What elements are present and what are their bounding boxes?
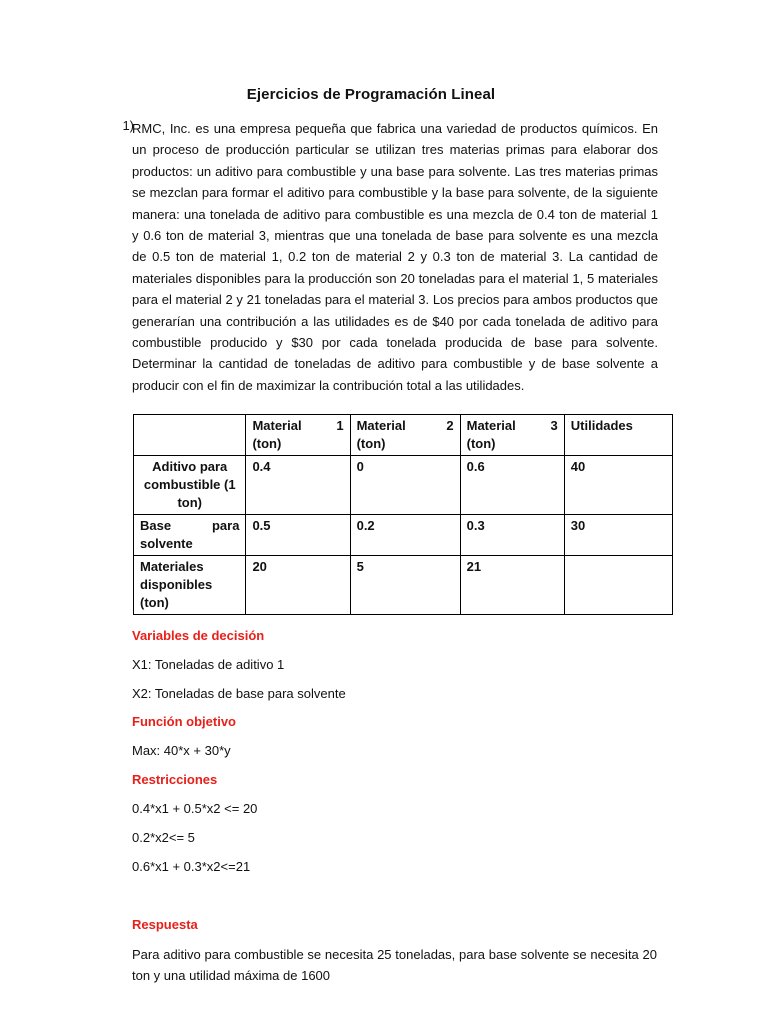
row-label-base bbox=[134, 515, 246, 556]
constraint-1: 0.4*x1 + 0.5*x2 <= 20 bbox=[132, 801, 258, 816]
table-cell bbox=[564, 556, 672, 615]
row-label-part: solvente bbox=[140, 536, 193, 551]
table-header-material-2 bbox=[350, 415, 460, 456]
constraint-2: 0.2*x2<= 5 bbox=[132, 830, 195, 845]
table-cell: 0.3 bbox=[460, 515, 564, 556]
variable-x2: X2: Toneladas de base para solvente bbox=[132, 686, 346, 701]
table-header-utilidades bbox=[564, 415, 672, 456]
header-label: Utilidades bbox=[570, 418, 633, 433]
document-title: Ejercicios de Programación Lineal bbox=[246, 86, 496, 103]
header-label: Material bbox=[466, 418, 516, 433]
variable-x1: X1: Toneladas de aditivo 1 bbox=[132, 657, 285, 672]
objective-heading: Función objetivo bbox=[132, 714, 236, 729]
table-cell: 0.6 bbox=[460, 456, 564, 515]
table-header-row bbox=[134, 415, 673, 456]
constraints-heading: Restricciones bbox=[132, 772, 218, 787]
row-label-part: Base bbox=[140, 518, 172, 533]
problem-statement: RMC, Inc. es una empresa pequeña que fabrica una variedad de productos químicos. En un proceso de producción particular se utilizan tres materias primas para elaborar dos productos: un aditivo para combustible y una base para solvente. Las tres materias primas se mezclan para formar el aditivo para combustible y la base para solvente, de la siguiente manera: una tonelada de aditivo para combustible es una mezcla de 0.4 ton de material 1 y 0.6 ton de material 3, mientras que una tonelada de base para solvente es una mezcla de 0.5 ton de material 1, 0.2 ton de material 2 y 0.3 ton de material 3. La cantidad de materiales disponibles para la producción son 20 toneladas para el material 1, 5 materiales para el material 2 y 21 toneladas para el material 3. Los precios para ambos productos que generarían una contribución a las utilidades es de $40 por cada tonelada de aditivo para combustible producido y $30 por cada tonelada producida de base para solvente. Determinar la cantidad de toneladas de aditivo para combustible y de base solvente a producir con el fin de maximizar la contribución total a las utilidades. bbox=[132, 121, 658, 393]
answer-heading: Respuesta bbox=[132, 917, 198, 932]
constraint-3: 0.6*x1 + 0.3*x2<=21 bbox=[132, 859, 251, 874]
table-header-material-3 bbox=[460, 415, 564, 456]
header-number: 3 bbox=[550, 418, 558, 433]
header-unit: (ton) bbox=[466, 436, 496, 451]
table-row bbox=[134, 556, 673, 615]
row-label-aditivo: Aditivo para combustible (1 ton) bbox=[134, 456, 246, 515]
problem-1 bbox=[122, 118, 658, 396]
table-row bbox=[134, 456, 673, 515]
materials-table bbox=[133, 414, 673, 615]
header-unit: (ton) bbox=[356, 436, 386, 451]
problem-number: 1) bbox=[122, 118, 134, 133]
header-number: 2 bbox=[446, 418, 454, 433]
variables-heading: Variables de decisión bbox=[132, 628, 265, 643]
table-header-material-1 bbox=[246, 415, 350, 456]
table-header-empty bbox=[134, 415, 246, 456]
header-label: Material bbox=[356, 418, 406, 433]
row-label-part: para bbox=[211, 518, 240, 533]
table-cell: 20 bbox=[246, 556, 350, 615]
table-cell: 0.5 bbox=[246, 515, 350, 556]
header-unit: (ton) bbox=[252, 436, 282, 451]
table-cell: 21 bbox=[460, 556, 564, 615]
table-cell: 0.2 bbox=[350, 515, 460, 556]
row-label-materiales: Materiales disponibles (ton) bbox=[134, 556, 246, 615]
table-cell: 30 bbox=[564, 515, 672, 556]
table-cell: 40 bbox=[564, 456, 672, 515]
table-cell: 5 bbox=[350, 556, 460, 615]
table-row bbox=[134, 515, 673, 556]
header-number: 1 bbox=[336, 418, 344, 433]
table-cell: 0 bbox=[350, 456, 460, 515]
objective-function: Max: 40*x + 30*y bbox=[132, 743, 231, 758]
table-cell: 0.4 bbox=[246, 456, 350, 515]
header-label: Material bbox=[252, 418, 302, 433]
answer-text: Para aditivo para combustible se necesita 25 toneladas, para base solvente se necesita 20 ton y una utilidad máxima de 1600 bbox=[132, 947, 657, 984]
